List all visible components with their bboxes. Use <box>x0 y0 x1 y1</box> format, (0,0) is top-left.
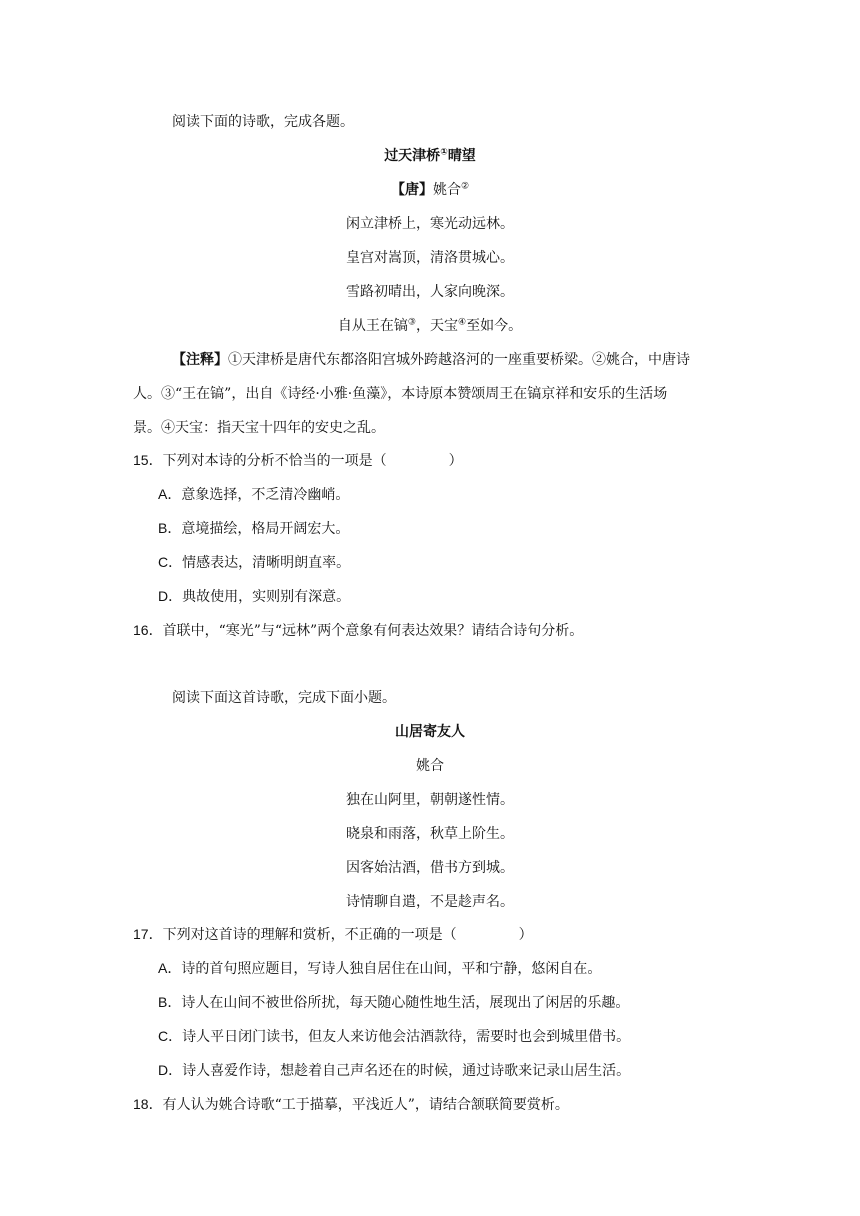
option-text: 诗人在山间不被世俗所扰，每天随心随性地生活，展现出了闲居的乐趣。 <box>181 995 630 1011</box>
poem2-line-2: 晓泉和雨落，秋草上阶生。 <box>346 826 514 842</box>
poem1-line-4-part-c: 至如今。 <box>466 318 523 334</box>
notes-text-1: ①天津桥是唐代东都洛阳宫城外跨越洛河的一座重要桥梁。②姚合，中唐诗 <box>228 352 690 368</box>
question-18 <box>133 1094 569 1115</box>
option-letter: C． <box>158 1028 183 1044</box>
option-text: 诗人喜爱作诗，想趁着自己声名还在的时候，通过诗歌来记录山居生活。 <box>182 1063 631 1079</box>
poem1-line-4-footnote-3: ③ <box>407 317 416 328</box>
question-18-number: 18． <box>133 1096 163 1112</box>
option-text: 诗人平日闭门读书，但友人来访他会沽酒款待，需要时也会到城里借书。 <box>182 1029 631 1045</box>
question-17-stem-end: ） <box>518 927 533 943</box>
notes-line-1 <box>172 350 690 370</box>
option-letter: D． <box>158 588 183 604</box>
option-letter: B． <box>158 520 182 536</box>
option-text: 诗的首句照应题目，写诗人独自居住在山间，平和宁静，悠闲自在。 <box>181 961 602 977</box>
poem1-line-4-part-a: 自从王在镐 <box>337 318 408 334</box>
q15-option-d <box>158 586 350 607</box>
question-17-number: 17． <box>133 926 163 942</box>
poem1-author-footnote-mark: ② <box>460 181 470 192</box>
poem1-line-4-footnote-4: ④ <box>458 317 467 328</box>
option-letter: A． <box>158 486 182 502</box>
poem2-title: 山居寄友人 <box>395 724 465 740</box>
q15-option-b <box>158 518 349 539</box>
question-16-number: 16． <box>133 622 163 638</box>
option-letter: D． <box>158 1062 183 1078</box>
poem1-line-4 <box>0 316 860 336</box>
poem2-line-1: 独在山阿里，朝朝遂性情。 <box>346 792 514 808</box>
q15-option-a <box>158 484 349 505</box>
option-text: 意境描绘，格局开阔宏大。 <box>181 521 350 537</box>
section2-instruction: 阅读下面这首诗歌，完成下面小题。 <box>172 690 396 706</box>
section1-instruction: 阅读下面的诗歌，完成各题。 <box>172 114 354 130</box>
poem1-line-3: 雪路初晴出，人家向晚深。 <box>346 284 514 300</box>
option-letter: C． <box>158 554 183 570</box>
q17-option-a <box>158 958 601 979</box>
poem2-author: 姚合 <box>416 758 444 774</box>
poem1-author-dynasty: 【唐】 <box>390 182 433 198</box>
poem1-author-name: 姚合 <box>432 182 461 198</box>
question-16-text: 首联中，“寒光”与“远林”两个意象有何表达效果？请结合诗句分析。 <box>162 623 584 639</box>
option-text: 情感表达，清晰明朗直率。 <box>182 555 351 571</box>
question-15-stem-end: ） <box>448 453 463 469</box>
poem1-line-2: 皇宫对嵩顶，清洛贯城心。 <box>346 250 514 266</box>
poem1-title <box>0 146 860 166</box>
q17-option-c <box>158 1026 630 1047</box>
question-16 <box>133 620 583 641</box>
poem2-line-4: 诗情聊自遣，不是趁声名。 <box>346 894 514 910</box>
q15-option-c <box>158 552 350 573</box>
notes-label: 【注释】 <box>172 352 228 368</box>
question-15-number: 15． <box>133 452 163 468</box>
question-18-text: 有人认为姚合诗歌“工于描摹，平浅近人”，请结合颔联简要赏析。 <box>162 1097 569 1113</box>
question-17 <box>133 924 533 945</box>
notes-line-2: 人。③“王在镐”，出自《诗经·小雅·鱼藻》，本诗原本赞颂周王在镐京祥和安乐的生活场 <box>133 386 668 402</box>
question-15-stem: 下列对本诗的分析不恰当的一项是（ <box>162 453 387 469</box>
option-letter: A． <box>158 960 182 976</box>
q17-option-d <box>158 1060 630 1081</box>
poem2-line-3: 因客始沽酒，借书方到城。 <box>346 860 514 876</box>
question-17-stem: 下列对这首诗的理解和赏析，不正确的一项是（ <box>162 927 457 943</box>
poem1-line-1: 闲立津桥上，寒光动远林。 <box>346 216 514 232</box>
option-text: 意象选择，不乏清冷幽峭。 <box>181 487 350 503</box>
q17-option-b <box>158 992 629 1013</box>
poem1-author <box>0 180 860 200</box>
poem1-title-main: 过天津桥 <box>384 148 441 164</box>
option-text: 典故使用，实则别有深意。 <box>182 589 351 605</box>
notes-line-3: 景。④天宝：指天宝十四年的安史之乱。 <box>133 420 385 436</box>
poem1-line-4-part-b: ，天宝 <box>416 318 458 334</box>
option-letter: B． <box>158 994 182 1010</box>
poem1-title-footnote-mark: ① <box>440 147 448 158</box>
poem1-title-tail: 晴望 <box>447 148 476 164</box>
question-15 <box>133 450 463 471</box>
